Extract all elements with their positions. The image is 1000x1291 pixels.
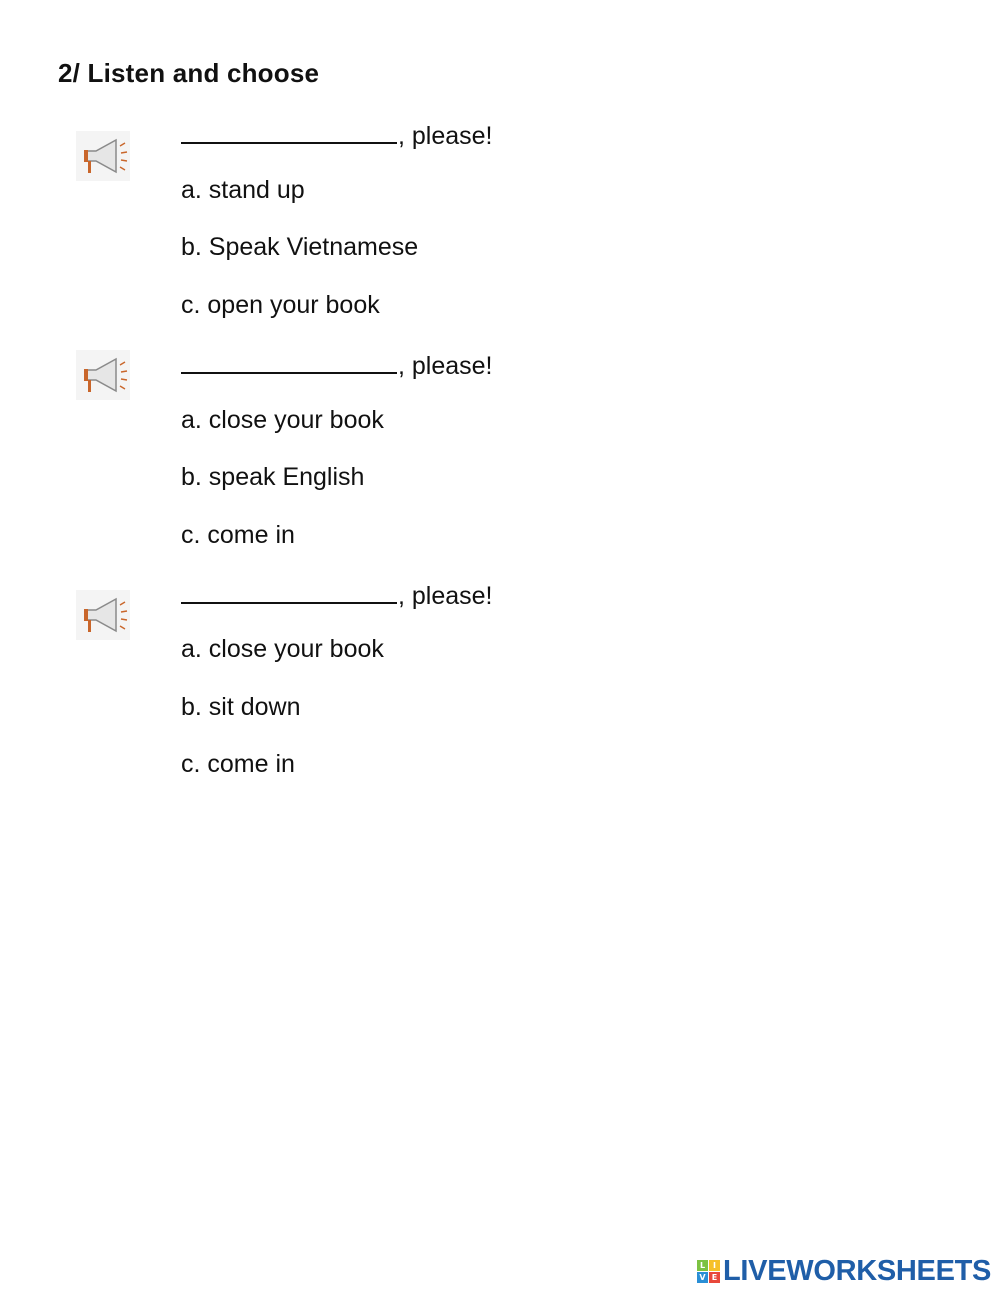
megaphone-icon	[76, 350, 130, 400]
speaker-icon[interactable]	[76, 131, 130, 181]
prompt-suffix: , please!	[398, 122, 493, 150]
option-a[interactable]: a. close your book	[181, 635, 384, 663]
answer-blank	[181, 348, 397, 374]
option-c[interactable]: c. open your book	[181, 291, 380, 319]
option-b[interactable]: b. speak English	[181, 463, 365, 491]
logo-text: LIVEWORKSHEETS	[723, 1254, 992, 1287]
option-a[interactable]: a. close your book	[181, 406, 384, 434]
prompt-line	[181, 578, 493, 611]
prompt-suffix: , please!	[398, 352, 493, 380]
page-heading: 2/ Listen and choose	[58, 58, 320, 88]
prompt-line	[181, 118, 493, 151]
speaker-icon[interactable]	[76, 590, 130, 640]
liveworksheets-logo	[697, 1254, 991, 1288]
option-c[interactable]: c. come in	[181, 521, 295, 549]
option-c[interactable]: c. come in	[181, 750, 295, 778]
prompt-suffix: , please!	[398, 582, 493, 610]
logo-mark-letter: V	[697, 1272, 708, 1283]
logo-mark-letter: E	[709, 1272, 720, 1283]
megaphone-icon	[76, 590, 130, 640]
logo-mark-letter: I	[709, 1260, 720, 1271]
megaphone-icon	[76, 131, 130, 181]
option-a[interactable]: a. stand up	[181, 176, 305, 204]
answer-blank	[181, 118, 397, 144]
option-b[interactable]: b. sit down	[181, 693, 301, 721]
logo-mark-icon	[697, 1260, 720, 1283]
option-b[interactable]: b. Speak Vietnamese	[181, 233, 419, 261]
prompt-line	[181, 348, 493, 381]
logo-mark-letter: L	[697, 1260, 708, 1271]
answer-blank	[181, 578, 397, 604]
speaker-icon[interactable]	[76, 350, 130, 400]
